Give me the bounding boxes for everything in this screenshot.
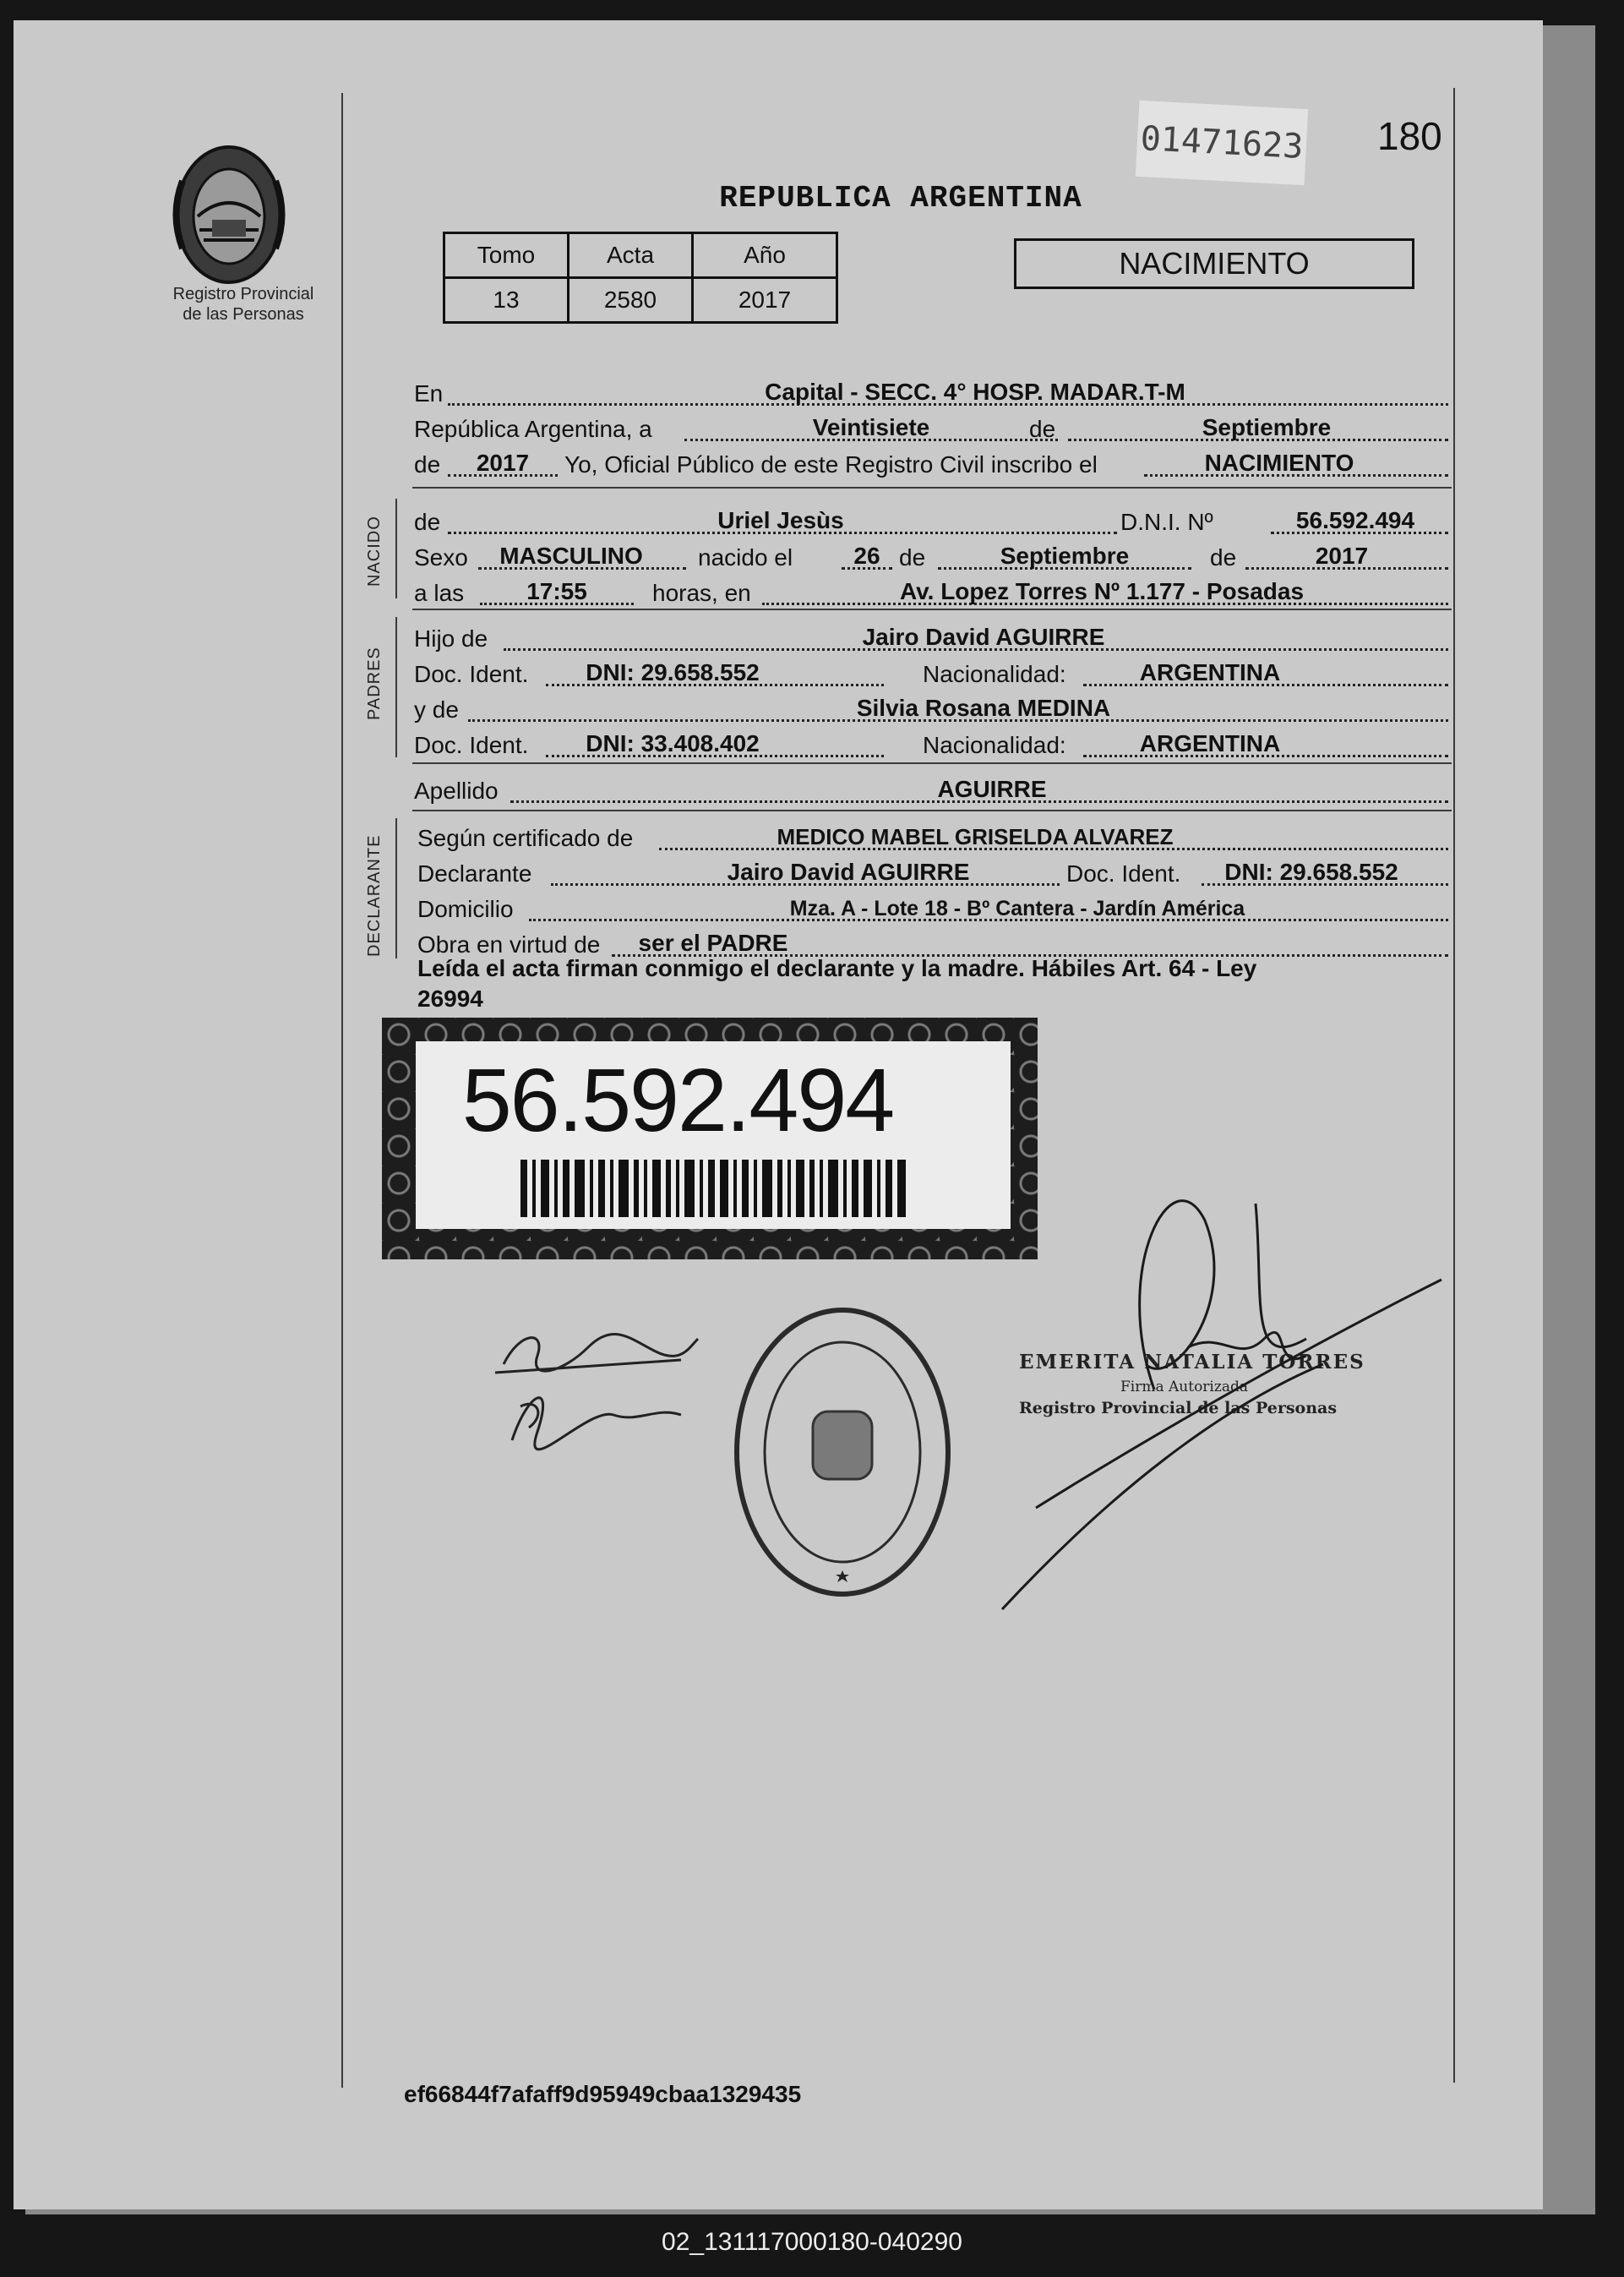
label-oficial: Yo, Oficial Público de este Registro Civil inscribo el bbox=[564, 451, 1098, 478]
label-republica: República Argentina, a bbox=[414, 416, 652, 442]
value-sexo: MASCULINO bbox=[499, 543, 643, 569]
declarant-signature-icon bbox=[487, 1313, 706, 1466]
row-apellido bbox=[401, 773, 1448, 808]
table-header-tomo: Tomo bbox=[444, 233, 569, 278]
label-doc: Doc. Ident. bbox=[414, 661, 529, 687]
serial-number-stamp: 01471623 bbox=[1136, 101, 1308, 185]
value-mother-doc: DNI: 33.408.402 bbox=[586, 730, 760, 756]
label-doc2: Doc. Ident. bbox=[414, 732, 529, 758]
label-certificado: Según certificado de bbox=[417, 825, 634, 851]
value-obra: ser el PADRE bbox=[638, 930, 788, 956]
label-horas: horas, en bbox=[652, 580, 751, 606]
label-nacido-el: nacido el bbox=[698, 544, 793, 571]
footer-file-code: 02_131117000180-040290 bbox=[662, 2228, 962, 2256]
value-declarante: Jairo David AGUIRRE bbox=[727, 859, 970, 885]
section-label-declarante: DECLARANTE bbox=[365, 834, 384, 957]
value-day: Veintisiete bbox=[812, 414, 930, 440]
label-name-de: de bbox=[414, 509, 441, 535]
value-father-name: Jairo David AGUIRRE bbox=[862, 624, 1105, 650]
page-number: 180 bbox=[1377, 114, 1442, 158]
label-de: de bbox=[1029, 416, 1056, 442]
section-divider bbox=[412, 762, 1452, 764]
official-signature-icon bbox=[985, 1170, 1458, 1618]
label-alas: a las bbox=[414, 580, 465, 606]
value-birth-month: Septiembre bbox=[1000, 543, 1130, 569]
row-sexo bbox=[401, 539, 1448, 575]
label-obra: Obra en virtud de bbox=[417, 931, 601, 958]
value-father-doc: DNI: 29.658.552 bbox=[586, 659, 760, 685]
row-certificado bbox=[401, 820, 1448, 855]
section-bracket bbox=[395, 617, 397, 757]
label-sexo: Sexo bbox=[414, 544, 468, 571]
label-nacionalidad: Nacionalidad: bbox=[923, 661, 1066, 687]
label-nacionalidad2: Nacionalidad: bbox=[923, 732, 1066, 758]
value-apellido: AGUIRRE bbox=[937, 776, 1047, 802]
province-crest-icon bbox=[166, 139, 292, 295]
value-inscribo: NACIMIENTO bbox=[1204, 450, 1354, 476]
section-label-padres: PADRES bbox=[365, 647, 384, 720]
registry-caption-line1: Registro Provincial bbox=[172, 285, 314, 303]
record-type-box: NACIMIENTO bbox=[1014, 238, 1414, 289]
dni-label-inner bbox=[416, 1041, 1011, 1229]
section-label-nacido: NACIDO bbox=[365, 516, 384, 587]
row-yde bbox=[401, 691, 1448, 727]
value-domicilio: Mza. A - Lote 18 - Bº Cantera - Jardín América bbox=[789, 897, 1245, 920]
document-title: REPUBLICA ARGENTINA bbox=[719, 181, 1082, 216]
row-name bbox=[401, 504, 1448, 539]
value-birth-place: Av. Lopez Torres Nº 1.177 - Posadas bbox=[899, 578, 1305, 604]
label-hijo: Hijo de bbox=[414, 625, 488, 652]
row-hora bbox=[401, 575, 1448, 610]
table-value-tomo: 13 bbox=[444, 278, 569, 323]
label-birth-de: de bbox=[899, 544, 926, 571]
label-decl-doc: Doc. Ident. bbox=[1066, 860, 1181, 887]
record-table bbox=[443, 232, 838, 324]
table-value-acta: 2580 bbox=[569, 278, 693, 323]
registry-caption bbox=[140, 284, 346, 325]
document-hash: ef66844f7afaff9d95949cbaa1329435 bbox=[404, 2081, 802, 2107]
official-role: Firma Autorizada bbox=[1120, 1379, 1248, 1395]
value-dni: 56.592.494 bbox=[1295, 507, 1415, 533]
row-declarante bbox=[401, 855, 1448, 891]
section-divider bbox=[412, 810, 1452, 811]
label-birth-de2: de bbox=[1210, 544, 1237, 571]
left-margin-line bbox=[341, 93, 343, 2088]
section-divider bbox=[412, 487, 1452, 489]
label-de2: de bbox=[414, 451, 441, 478]
section-divider bbox=[412, 609, 1452, 610]
label-dni: D.N.I. Nº bbox=[1120, 509, 1213, 535]
value-hour: 17:55 bbox=[526, 578, 587, 604]
row-mother-doc bbox=[401, 727, 1448, 762]
label-domicilio: Domicilio bbox=[417, 896, 514, 922]
row-republica bbox=[401, 411, 1448, 446]
row-hijo bbox=[401, 620, 1448, 656]
row-en bbox=[401, 375, 1448, 411]
closing-line1: Leída el acta firman conmigo el declarante y la madre. Hábiles Art. 64 - Ley bbox=[417, 955, 1257, 981]
row-domicilio bbox=[401, 891, 1448, 926]
value-birth-year: 2017 bbox=[1315, 543, 1369, 569]
value-mother-nationality: ARGENTINA bbox=[1139, 730, 1281, 756]
registry-seal-stamp bbox=[728, 1302, 956, 1603]
table-header-anio: Año bbox=[693, 233, 837, 278]
section-bracket bbox=[395, 818, 397, 958]
label-declarante: Declarante bbox=[417, 860, 532, 887]
row-father-doc bbox=[401, 656, 1448, 691]
value-birth-day: 26 bbox=[853, 543, 880, 569]
label-en: En bbox=[414, 380, 444, 407]
closing-line2: 26994 bbox=[417, 986, 483, 1012]
value-certificado: MEDICO MABEL GRISELDA ALVAREZ bbox=[777, 824, 1174, 849]
birth-certificate-page bbox=[14, 20, 1543, 2209]
value-mother-name: Silvia Rosana MEDINA bbox=[856, 695, 1111, 721]
value-place-registration: Capital - SECC. 4° HOSP. MADAR.T-M bbox=[765, 379, 1185, 405]
dni-label-number: 56.592.494 bbox=[461, 1051, 894, 1150]
value-father-nationality: ARGENTINA bbox=[1139, 659, 1281, 685]
right-margin-line bbox=[1453, 88, 1455, 2083]
value-year: 2017 bbox=[476, 450, 530, 476]
label-apellido: Apellido bbox=[414, 778, 499, 804]
label-yde: y de bbox=[414, 696, 459, 723]
table-value-anio: 2017 bbox=[693, 278, 837, 323]
row-year bbox=[401, 446, 1448, 482]
barcode-icon bbox=[520, 1160, 909, 1217]
closing-statement bbox=[417, 953, 1448, 1014]
registry-caption-line2: de las Personas bbox=[183, 305, 304, 324]
value-month: Septiembre bbox=[1202, 414, 1332, 440]
official-org: Registro Provincial de las Personas bbox=[1019, 1399, 1338, 1417]
value-child-name: Uriel Jesùs bbox=[717, 507, 844, 533]
section-bracket bbox=[395, 499, 397, 598]
value-decl-doc: DNI: 29.658.552 bbox=[1224, 859, 1398, 885]
table-header-acta: Acta bbox=[569, 233, 693, 278]
dni-label-sticker bbox=[382, 1018, 1038, 1259]
official-name: EMERITA NATALIA TORRES bbox=[1019, 1351, 1365, 1373]
